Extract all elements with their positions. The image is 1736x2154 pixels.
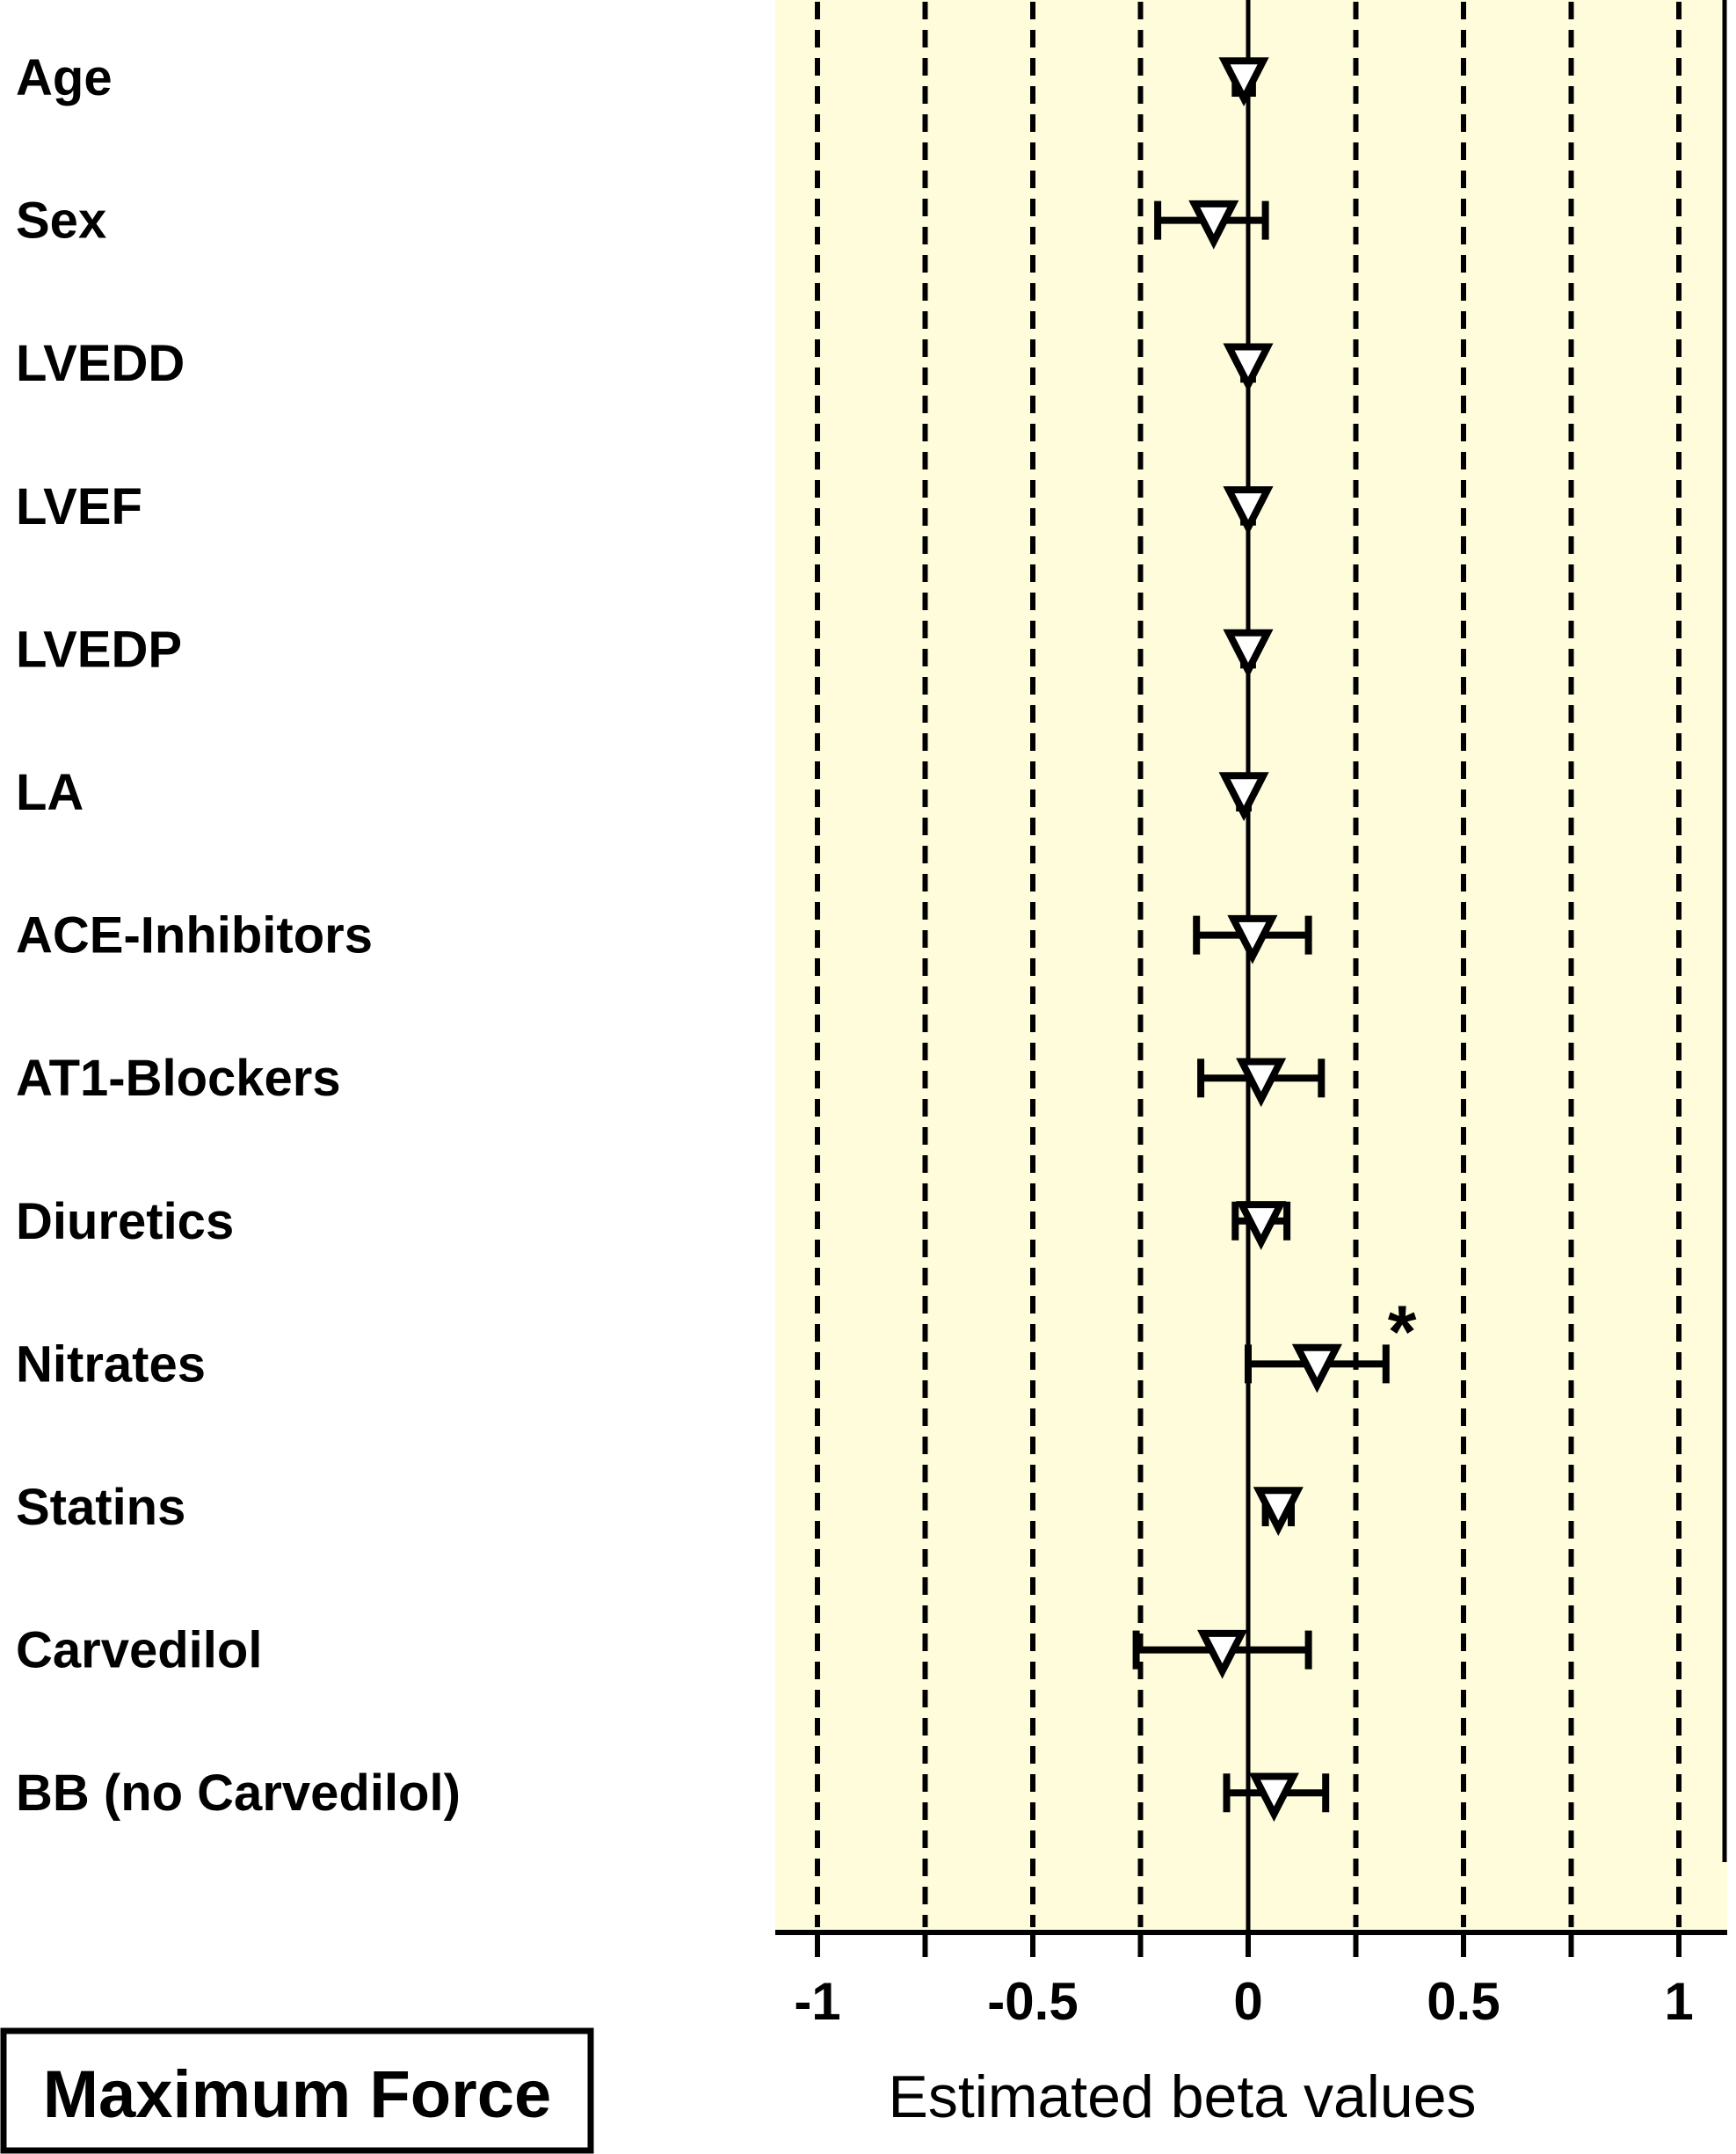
panel-label-box	[4, 2031, 591, 2150]
significance-marker: *	[1387, 1290, 1417, 1373]
x-tick-label: -0.5	[987, 1972, 1079, 2031]
x-tick-label: -1	[794, 1972, 841, 2031]
row-label: LVEDD	[16, 335, 185, 393]
x-tick-label: 1	[1664, 1972, 1694, 2031]
row-label: Diuretics	[16, 1192, 235, 1250]
panel-label: Maximum Force	[42, 2057, 552, 2132]
x-axis	[775, 1932, 1727, 2031]
x-tick-label: 0.5	[1427, 1972, 1500, 2031]
x-axis-label: Estimated beta values	[888, 2063, 1477, 2130]
row-label: Age	[16, 49, 113, 106]
row-label: BB (no Carvedilol)	[16, 1765, 461, 1823]
row-label: LVEF	[16, 477, 142, 535]
row-label: ACE-Inhibitors	[16, 906, 373, 964]
row-label: LA	[16, 764, 84, 821]
row-label: Nitrates	[16, 1335, 206, 1394]
row-label: Sex	[16, 192, 107, 250]
row-label: LVEDP	[16, 621, 183, 679]
row-label: AT1-Blockers	[16, 1050, 341, 1108]
row-label: Statins	[16, 1479, 186, 1536]
row-label: Carvedilol	[16, 1621, 263, 1679]
x-tick-label: 0	[1233, 1972, 1263, 2031]
plot-background	[775, 0, 1727, 1930]
